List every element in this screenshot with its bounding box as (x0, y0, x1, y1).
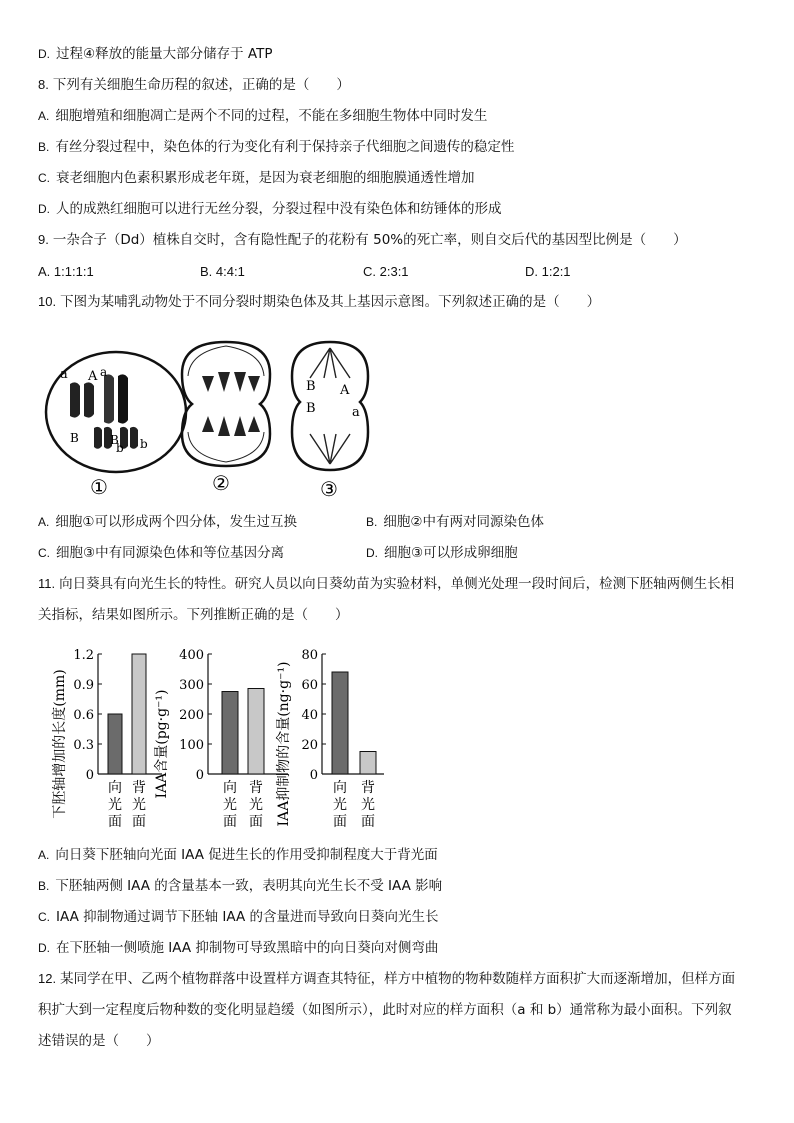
chart1-category-label: 光 (108, 797, 122, 813)
c3-gene-3: B (306, 401, 316, 416)
chart3-tick-label: 20 (301, 738, 318, 753)
cell-3-number: ③ (320, 477, 338, 501)
chart2-tick-label: 0 (195, 768, 204, 783)
chart2-category-label: 面 (223, 814, 237, 830)
q11-charts-svg (42, 632, 392, 837)
chart2-category-label: 光 (249, 797, 263, 813)
chart1-tick-label: 0.6 (73, 708, 94, 723)
chart2-tick-label: 200 (179, 708, 204, 723)
chart1-category-label: 向 (108, 780, 122, 796)
q11-stem-line-2: 关指标，结果如图所示。下列推断正确的是（ ） (38, 607, 349, 623)
chart2-bar-1 (222, 692, 238, 775)
q8-option-c: C. 衰老细胞内色素积累形成老年斑，是因为衰老细胞的细胞膜通透性增加 (38, 170, 475, 186)
cell-2-number: ② (212, 471, 230, 495)
q8-option-d: D. 人的成熟红细胞可以进行无丝分裂，分裂过程中没有染色体和纺锤体的形成 (38, 201, 502, 217)
cell-division-svg (40, 332, 370, 504)
chart2-category-label: 光 (223, 797, 237, 813)
q10-option-b: B. 细胞②中有两对同源染色体 (366, 514, 544, 530)
chart1-tick-label: 0.3 (73, 738, 94, 753)
cell-1 (46, 352, 186, 499)
chart1-category-label: 光 (132, 797, 146, 813)
q9-stem: 9. 一杂合子（Dd）植株自交时，含有隐性配子的花粉有 50%的死亡率，则自交后代的基因型比例是（ ） (38, 232, 687, 248)
q10-option-a: A. 细胞①可以形成两个四分体，发生过互换 (38, 514, 297, 530)
q8-stem: 8. 下列有关细胞生命历程的叙述，正确的是（ ） (38, 77, 350, 93)
c1-gene-6: b (116, 441, 124, 455)
chart3-tick-label: 80 (301, 648, 318, 663)
chart3-tick-label: 40 (301, 708, 318, 723)
chart1-bar-1 (108, 714, 122, 774)
q10-option-d: D. 细胞③可以形成卵细胞 (366, 545, 518, 561)
q10-stem: 10. 下图为某哺乳动物处于不同分裂时期染色体及其上基因示意图。下列叙述正确的是（ ） (38, 294, 601, 310)
chart1-bar-2 (132, 654, 146, 774)
q8-option-a: A. 细胞增殖和细胞凋亡是两个不同的过程，不能在多细胞生物体中同时发生 (38, 108, 488, 124)
chart2-tick-label: 300 (179, 678, 204, 693)
cell-1-number: ① (90, 475, 108, 499)
chart1-category-label: 面 (132, 814, 146, 830)
chart3-bar-1 (332, 672, 348, 774)
q11-stem-line-1: 11. 向日葵具有向光生长的特性。研究人员以向日葵幼苗为实验材料，单侧光处理一段时间后，检测下胚轴两侧生长相 (38, 576, 735, 592)
q9-option-b: B. 4:4:1 (200, 264, 245, 279)
cell-division-figure (40, 332, 370, 504)
q10-option-c: C. 细胞③中有同源染色体和等位基因分离 (38, 545, 285, 561)
q7-option-d: D. 过程④释放的能量大部分储存于 ATP (38, 46, 273, 62)
chart1-category-label: 面 (108, 814, 122, 830)
chart1-y-label: 下胚轴增加的长度(mm) (52, 669, 68, 819)
chart3-y-label: IAA抑制物的含量(ng·g⁻¹) (276, 661, 292, 827)
q11-option-c: C. IAA 抑制物通过调节下胚轴 IAA 的含量进而导致向日葵向光生长 (38, 909, 439, 925)
chart2-category-label: 向 (223, 780, 237, 796)
cell-2 (182, 342, 270, 495)
chart2-y-label: IAA含量(pg·g⁻¹) (154, 689, 170, 799)
chart3-tick-label: 60 (301, 678, 318, 693)
c1-gene-5: B (110, 433, 119, 447)
chart3-category-label: 面 (333, 814, 347, 830)
q12-stem-line-3: 述错误的是（ ） (38, 1033, 160, 1049)
q11-option-b: B. 下胚轴两侧 IAA 的含量基本一致，表明其向光生长不受 IAA 影响 (38, 878, 443, 894)
chart2-category-label: 背 (249, 780, 263, 796)
chart3-category-label: 光 (333, 797, 347, 813)
chart2-category-label: 面 (249, 814, 263, 830)
q11-option-a: A. 向日葵下胚轴向光面 IAA 促进生长的作用受抑制程度大于背光面 (38, 847, 438, 863)
c3-gene-1: B (306, 379, 316, 394)
chart2-bar-2 (248, 689, 264, 775)
cell-3 (292, 342, 368, 501)
q9-option-d: D. 1:2:1 (525, 264, 571, 279)
q12-stem-line-2: 积扩大到一定程度后物种数的变化明显趋缓（如图所示），此时对应的样方面积（a 和 b）通常称为最小面积。下列叙 (38, 1002, 732, 1018)
q9-option-c: C. 2:3:1 (363, 264, 409, 279)
chart2-tick-label: 400 (179, 648, 204, 663)
q8-option-b: B. 有丝分裂过程中，染色体的行为变化有利于保持亲子代细胞之间遗传的稳定性 (38, 139, 515, 155)
c1-gene-4: B (70, 431, 79, 445)
chart3-category-label: 背 (361, 780, 375, 796)
q12-stem-line-1: 12. 某同学在甲、乙两个植物群落中设置样方调查其特征，样方中植物的物种数随样方面积扩大而逐渐增加，但样方面 (38, 971, 736, 987)
chart2-tick-label: 100 (179, 738, 204, 753)
chart1-tick-label: 0 (85, 768, 94, 783)
q11-charts (42, 632, 392, 837)
chart3-tick-label: 0 (309, 768, 318, 783)
q9-option-a: A. 1:1:1:1 (38, 264, 94, 279)
c1-gene-7: b (140, 437, 148, 451)
q11-option-d: D. 在下胚轴一侧喷施 IAA 抑制物可导致黑暗中的向日葵向对侧弯曲 (38, 940, 439, 956)
chart3-category-label: 面 (361, 814, 375, 830)
c3-gene-2: A (340, 383, 350, 398)
chart3-category-label: 向 (333, 780, 347, 796)
chart1-category-label: 背 (132, 780, 146, 796)
c3-gene-4: a (352, 405, 360, 420)
c1-gene-3: a (100, 365, 108, 379)
c1-gene-1: a (60, 367, 68, 382)
chart3-bar-2 (360, 752, 376, 775)
c1-gene-2: A (88, 369, 98, 384)
chart3-category-label: 光 (361, 797, 375, 813)
chart1-tick-label: 1.2 (73, 648, 94, 663)
chart1-tick-label: 0.9 (73, 678, 94, 693)
